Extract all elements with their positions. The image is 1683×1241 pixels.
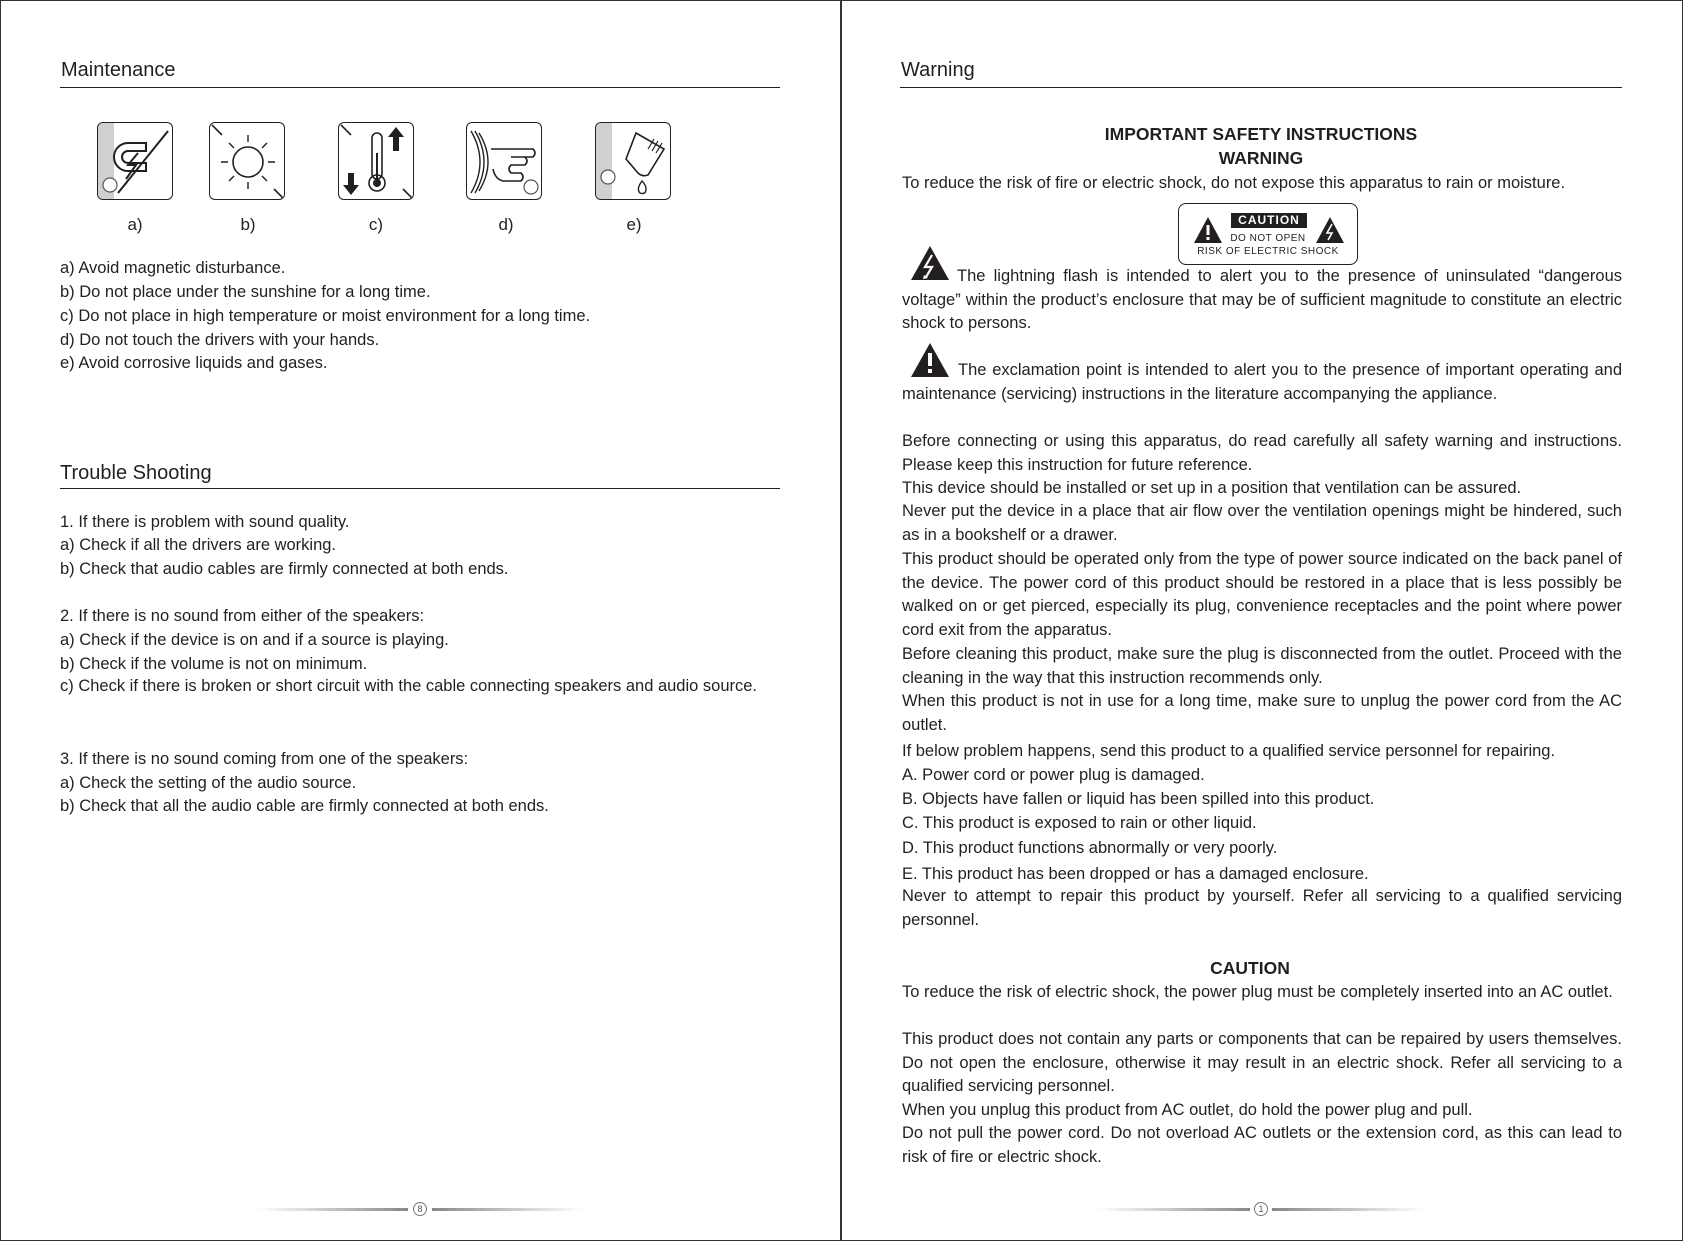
warning-intro: To reduce the risk of fire or electric shock, do not expose this apparatus to rain or moisture. (902, 174, 1566, 192)
maintenance-item: a) Avoid magnetic disturbance. (60, 259, 286, 277)
warning-subheading: WARNING (1218, 148, 1304, 168)
trouble-line: a) Check the setting of the audio source. (60, 774, 357, 792)
problem-intro: If below problem happens, send this product to a qualified service personnel for repairing. (902, 742, 1556, 760)
trouble-shooting-heading: Trouble Shooting (60, 462, 212, 484)
trouble-line: c) Check if there is broken or short circuit with the cable connecting speakers and audio source. (60, 677, 758, 695)
icon-label-d: d) (498, 215, 514, 234)
body-paragraph: This product should be operated only from the type of power source indicated on the back panel of the device. The power cord of this product should be restored in a place that is less possibly be walked on or get pierced, especially its plug, convenience receptacles and the point where power cord exit from the apparatus. (902, 550, 1622, 640)
caution-tag: CAUTION (1231, 213, 1307, 228)
body-paragraph: Before cleaning this product, make sure the plug is disconnected from the outlet. Proceed with the cleaning in the way that this instruction recommends only. (902, 645, 1622, 687)
footer-bar-right (1272, 1208, 1424, 1211)
caution-paragraph: This product does not contain any parts or components that can be repaired by users themselves. Do not open the enclosure, otherwise it may result in an electric shock. Refer all servicing to a qualified servicing personnel. (902, 1030, 1622, 1096)
problem-item: B. Objects have fallen or liquid has been spilled into this product. (902, 790, 1375, 808)
body-paragraph: When this product is not in use for a long time, make sure to unplug the power cord from the AC outlet. (902, 692, 1622, 734)
problem-item: C. This product is exposed to rain or other liquid. (902, 814, 1257, 832)
finger-touch-icon (466, 122, 542, 200)
body-paragraph: Never put the device in a place that air flow over the ventilation openings might be hindered, such as in a bookshelf or a drawer. (902, 502, 1622, 544)
spread-divider (840, 0, 842, 1241)
caution-paragraph: To reduce the risk of electric shock, the power plug must be completely inserted into an AC outlet. (902, 983, 1613, 1001)
repair-note: Never to attempt to repair this product by yourself. Refer all servicing to a qualified servicing personnel. (902, 887, 1622, 929)
page-number: 8 (413, 1202, 427, 1216)
page-border-left (0, 0, 1, 1241)
icon-label-a: a) (127, 215, 143, 234)
exclamation-paragraph: The exclamation point is intended to alert you to the presence of important operating and maintenance (servicing) instructions in the literature accompanying the appliance. (902, 361, 1622, 403)
footer-bar-right (1098, 1208, 1250, 1211)
lightning-paragraph: The lightning flash is intended to alert you to the presence of uninsulated “dangerous voltage” within the product’s enclosure that may be of sufficient magnitude to constitute an electric shock to persons. (902, 267, 1622, 333)
icon-label-b: b) (240, 215, 256, 234)
caution-line-1: DO NOT OPEN (1230, 233, 1306, 244)
maintenance-item: b) Do not place under the sunshine for a long time. (60, 283, 431, 301)
icon-label-c: c) (368, 215, 384, 234)
caution-line-2: RISK OF ELECTRIC SHOCK (1197, 246, 1339, 257)
body-paragraph: This device should be installed or set up in a position that ventilation can be assured. (902, 479, 1522, 497)
footer-bar-left (258, 1208, 408, 1211)
trouble-line: a) Check if the device is on and if a source is playing. (60, 631, 449, 649)
maintenance-item: c) Do not place in high temperature or moist environment for a long time. (60, 307, 591, 325)
caution-heading: CAUTION (1210, 958, 1290, 978)
caution-paragraph: When you unplug this product from AC outlet, do hold the power plug and pull. (902, 1101, 1473, 1119)
body-paragraph: Before connecting or using this apparatus, do read carefully all safety warning and instructions. Please keep this instruction for future reference. (902, 432, 1622, 474)
maintenance-item: e) Avoid corrosive liquids and gases. (60, 354, 328, 372)
icon-label-e: e) (626, 215, 642, 234)
thermometer-icon (338, 122, 414, 200)
footer-bar-left (432, 1208, 582, 1211)
trouble-shooting-rule (60, 488, 780, 489)
caution-label (1178, 203, 1358, 265)
caution-paragraph: Do not pull the power cord. Do not overload AC outlets or the extension cord, as this can lead to risk of fire or electric shock. (902, 1124, 1622, 1166)
liquid-pour-icon (595, 122, 671, 200)
trouble-line: b) Check that all the audio cable are firmly connected at both ends. (60, 797, 549, 815)
maintenance-rule (60, 87, 780, 88)
trouble-line: b) Check that audio cables are firmly connected at both ends. (60, 560, 509, 578)
problem-item: D. This product functions abnormally or very poorly. (902, 839, 1278, 857)
trouble-line: 2. If there is no sound from either of the speakers: (60, 607, 425, 625)
trouble-line: b) Check if the volume is not on minimum. (60, 655, 368, 673)
magnet-icon (97, 122, 173, 200)
lightning-triangle-icon (1315, 216, 1345, 244)
page-number: 1 (1254, 1202, 1268, 1216)
safety-heading: IMPORTANT SAFETY INSTRUCTIONS (1104, 124, 1418, 144)
problem-item: A. Power cord or power plug is damaged. (902, 766, 1205, 784)
warning-heading: Warning (901, 59, 975, 81)
trouble-line: a) Check if all the drivers are working. (60, 536, 337, 554)
maintenance-heading: Maintenance (61, 59, 176, 81)
sun-icon (209, 122, 285, 200)
warning-rule (900, 87, 1622, 88)
maintenance-item: d) Do not touch the drivers with your hands. (60, 331, 380, 349)
trouble-line: 3. If there is no sound coming from one of the speakers: (60, 750, 469, 768)
trouble-line: 1. If there is problem with sound quality. (60, 513, 350, 531)
problem-item: E. This product has been dropped or has a damaged enclosure. (902, 865, 1369, 883)
